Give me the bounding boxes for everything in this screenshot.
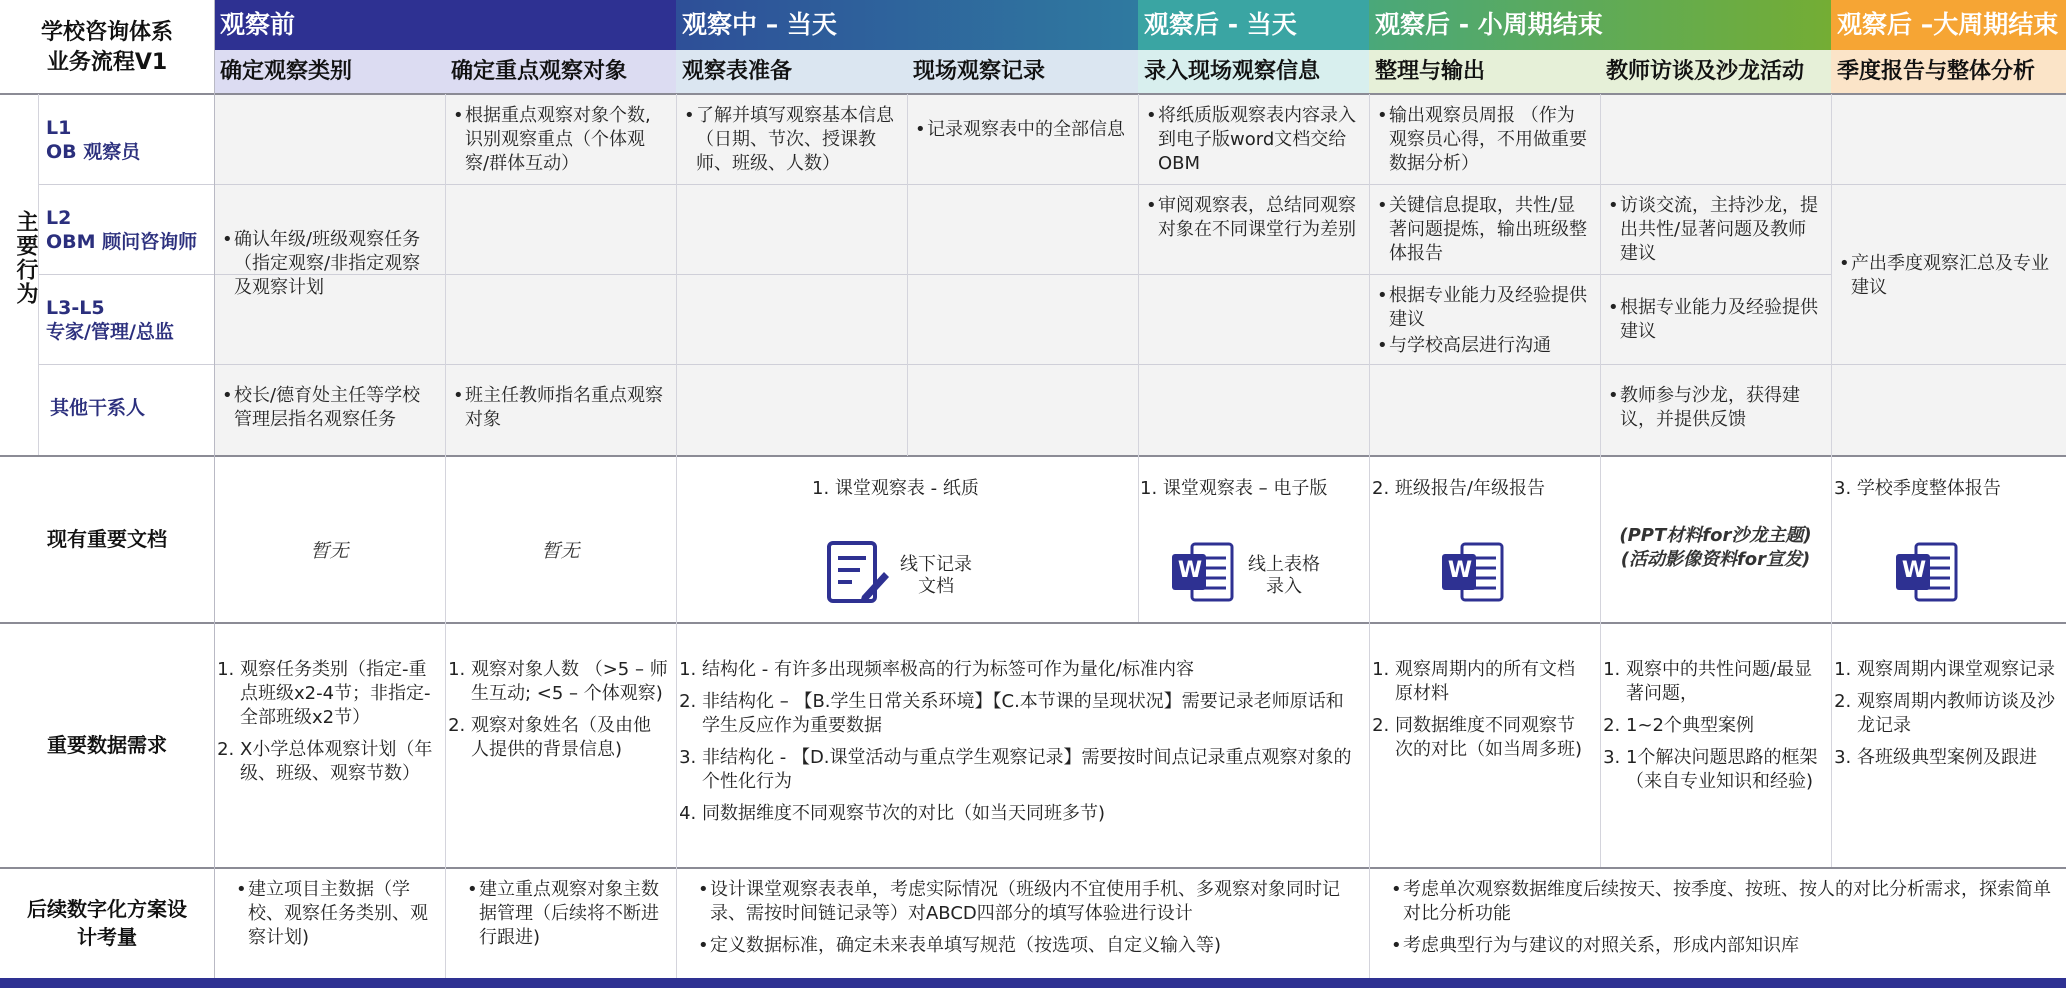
cell-l2-step7: • 访谈交流，主持沙龙，提出共性/显著问题及教师建议: [1600, 190, 1831, 268]
phase-after-big-cycle: 观察后 –大周期结束: [1831, 0, 2066, 50]
needs-col-2: 1. 观察对象人数 （>5 – 师生互动; <5 – 个体观察) 2. 观察对象姓名（及由他人提供的背景信息): [445, 654, 676, 770]
cell-l3-step6: • 根据专业能力及经验提供建议 • 与学校高层进行沟通: [1369, 280, 1600, 360]
cell-other-step1: • 校长/德育处主任等学校管理层指名观察任务: [214, 380, 445, 434]
phase-during: 观察中 – 当天: [676, 0, 1138, 50]
electronic-icon-caption: 线上表格 录入: [1248, 554, 1320, 597]
role-l1-name: OB 观察员: [46, 141, 141, 163]
paper-icon-caption: 线下记录 文档: [900, 554, 972, 597]
word-letter-electronic: W: [1177, 558, 1203, 583]
line-needs-end: [0, 867, 2066, 869]
word-letter-class-report: W: [1447, 558, 1473, 583]
ppt-notes: [1600, 524, 1831, 572]
cell-l1-step3: • 了解并填写观察基本信息（日期、节次、授课教师、班级、人数）: [676, 100, 907, 178]
role-other: [38, 396, 214, 420]
step-1: 确定观察类别: [214, 50, 445, 94]
step-6: 整理与输出: [1369, 50, 1600, 94]
digital-row-label: 后续数字化方案设计考量: [27, 897, 187, 949]
step-2: 确定重点观察对象: [445, 50, 676, 94]
title-line-2: 业务流程V1: [46, 50, 168, 75]
digital-mid: • 设计课堂观察表表单，考虑实际情况（班级内不宜使用手机、多观察对象同时记录、需按时间链记录等）对ABCD四部分的填写体验进行设计 • 定义数据标准，确定未来表单填写规范（按选项、自定义输入等): [676, 874, 1369, 960]
paper-form-icon: [826, 540, 890, 606]
line-row-l3: [38, 364, 2066, 365]
main-role-label: 主要行为: [13, 210, 38, 306]
docs-row-label: 现有重要文档: [47, 527, 167, 551]
digital-col-2: • 建立重点观察对象主数据管理（后续将不断进行跟进): [445, 874, 676, 952]
needs-col-8: 1. 观察周期内课堂观察记录 2. 观察周期内教师访谈及沙龙记录 3. 各班级典型案例及跟进: [1831, 654, 2066, 778]
cell-l1-step6: • 输出观察员周报 （作为观察员心得，不用做重要数据分析）: [1369, 100, 1600, 178]
doc-paper-title: 1. 课堂观察表 - 纸质: [812, 478, 979, 499]
role-l2: [38, 206, 214, 254]
cell-l2l3-step8: • 产出季度观察汇总及专业建议: [1831, 248, 2066, 302]
docs-none-2: 暂无: [541, 540, 580, 562]
cell-other-step7: • 教师参与沙龙，获得建议，并提供反馈: [1600, 380, 1831, 434]
role-l2-code: L2: [46, 207, 72, 229]
diagram-title: [0, 0, 214, 94]
line-under-header: [0, 93, 2066, 95]
line-roles-end: [0, 455, 2066, 457]
vline-3: [907, 94, 908, 456]
role-l3-name: 专家/管理/总监: [46, 321, 174, 343]
digital-col-1: • 建立项目主数据（学校、观察任务类别、观察计划): [214, 874, 445, 952]
role-l3: [38, 296, 214, 344]
needs-row-label: 重要数据需求: [47, 733, 167, 757]
step-4: 现场观察记录: [907, 50, 1138, 94]
line-row-l1: [38, 184, 2066, 185]
cell-l2-step6: • 关键信息提取，共性/显著问题提炼，输出班级整体报告: [1369, 190, 1600, 268]
needs-col-6: 1. 观察周期内的所有文档原材料 2. 同数据维度不同观察节次的对比（如当周多班): [1369, 654, 1600, 770]
doc-season-report: 3. 学校季度整体报告: [1834, 478, 2001, 499]
role-l1: [38, 116, 214, 164]
line-docs-end: [0, 622, 2066, 624]
cell-l2-step5: • 审阅观察表，总结同观察对象在不同课堂行为差别: [1138, 190, 1369, 244]
role-l2-name: OBM 顾问咨询师: [46, 231, 198, 253]
vline-2: [676, 94, 677, 978]
doc-class-report: 2. 班级报告/年级报告: [1372, 478, 1545, 499]
vline-left: [214, 0, 215, 978]
step-7: 教师访谈及沙龙活动: [1600, 50, 1831, 94]
role-other-name: 其他干系人: [50, 397, 146, 419]
step-8: 季度报告与整体分析: [1831, 50, 2066, 94]
cell-l1-step4: • 记录观察表中的全部信息: [907, 114, 1138, 144]
ppt-note-2: (活动影像资料for宣发): [1620, 549, 1811, 570]
needs-mid: 1. 结构化 - 有许多出现频率极高的行为标签可作为量化/标准内容 2. 非结构化 – 【B.学生日常关系环境】【C.本节课的呈现状况】需要记录老师原话和学生反应作为重要数据 3. 非结构化 - 【D.课堂活动与重点学生观察记录】需要按时间点记录重点观察对象的个性化行为 4. 同数据维度不同观察节次的对比（如当天同班多节): [676, 654, 1369, 834]
cell-l1-step5: • 将纸质版观察表内容录入到电子版word文档交给OBM: [1138, 100, 1369, 178]
step-3: 观察表准备: [676, 50, 907, 94]
cell-other-step2: • 班主任教师指名重点观察对象: [445, 380, 676, 434]
role-l1-code: L1: [46, 117, 72, 139]
cell-l3-step7: • 根据专业能力及经验提供建议: [1600, 292, 1831, 346]
word-letter-season-report: W: [1901, 558, 1927, 583]
phase-after-small-cycle: 观察后 - 小周期结束: [1369, 0, 1831, 50]
ppt-note-1: (PPT材料for沙龙主题): [1619, 525, 1812, 546]
role-l3-code: L3-L5: [46, 297, 105, 319]
needs-col-7: 1. 观察中的共性问题/最显著问题， 2. 1~2个典型案例 3. 1个解决问题思路的框架（来自专业知识和经验): [1600, 654, 1831, 802]
doc-electronic-title: 1. 课堂观察表 – 电子版: [1140, 478, 1328, 499]
needs-col-1: 1. 观察任务类别（指定-重点班级x2-4节；非指定-全部班级x2节） 2. X小学总体观察计划（年级、班级、观察节数）: [214, 654, 445, 794]
cell-l1-step2: • 根据重点观察对象个数, 识别观察重点（个体观察/群体互动）: [445, 100, 676, 178]
phase-before: 观察前: [214, 0, 676, 50]
title-line-1: 学校咨询体系: [40, 20, 173, 45]
phase-after-same-day: 观察后 - 当天: [1138, 0, 1369, 50]
bottom-bar: [0, 978, 2066, 988]
digital-right: • 考虑单次观察数据维度后续按天、按季度、按班、按人的对比分析需求，探索简单对比分析功能 • 考虑典型行为与建议的对照关系，形成内部知识库: [1369, 874, 2066, 960]
docs-none-1: 暂无: [310, 540, 349, 562]
step-5: 录入现场观察信息: [1138, 50, 1369, 94]
vline-roles: [38, 94, 39, 455]
cell-l2l3-step1: • 确认年级/班级观察任务（指定观察/非指定观察及观察计划: [214, 224, 445, 302]
